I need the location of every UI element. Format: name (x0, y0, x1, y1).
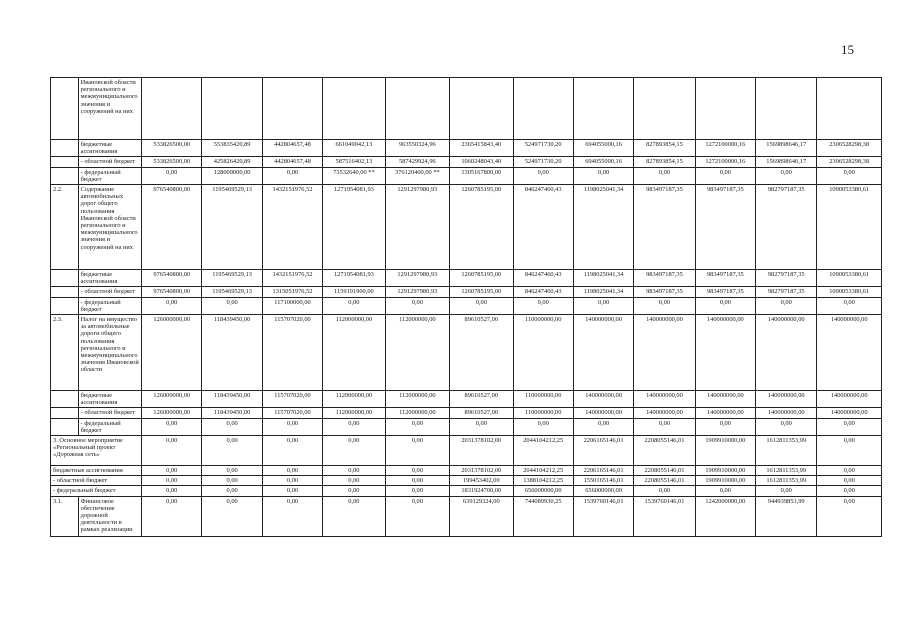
value-cell: 0,00 (695, 297, 755, 314)
value-cell: 1195469529,13 (202, 270, 262, 287)
value-cell: 0,00 (142, 167, 202, 184)
value-cell (142, 78, 202, 140)
value-cell: 115707020,00 (262, 391, 322, 408)
value-cell: 140000000,00 (817, 408, 882, 418)
value-cell: 0,00 (817, 167, 882, 184)
value-cell: 140000000,00 (573, 315, 633, 391)
value-cell: 2044104212,25 (513, 466, 573, 476)
value-cell: 1569898646,17 (756, 140, 817, 157)
row-number: 2.2. (51, 185, 79, 270)
row-label: бюджетные ассигнования (78, 391, 141, 408)
value-cell: 1291297980,93 (385, 270, 449, 287)
value-cell (262, 78, 322, 140)
value-cell: 140000000,00 (634, 315, 695, 391)
value-cell: 2365415843,40 (450, 140, 513, 157)
value-cell: 1539760146,01 (634, 496, 695, 536)
value-cell: 982797187,35 (756, 287, 817, 297)
value-cell: 1569898646,17 (756, 157, 817, 167)
value-cell: 0,00 (513, 167, 573, 184)
value-cell: 1090053380,61 (817, 270, 882, 287)
value-cell: 1550165146,01 (573, 476, 633, 486)
value-cell: 744089930,25 (513, 496, 573, 536)
value-cell: 0,00 (385, 486, 449, 496)
value-cell (323, 78, 385, 140)
value-cell: 846247460,43 (513, 270, 573, 287)
value-cell: 1195469529,13 (202, 185, 262, 270)
value-cell: 0,00 (513, 418, 573, 435)
value-cell: 0,00 (202, 418, 262, 435)
table-row (51, 466, 882, 476)
value-cell: 846247460,43 (513, 287, 573, 297)
value-cell: 442804657,48 (262, 140, 322, 157)
value-cell: 0,00 (385, 297, 449, 314)
row-label: 3. Основное мероприятие «Региональный проект «Дорожная сеть» (51, 436, 142, 466)
value-cell: 0,00 (573, 297, 633, 314)
value-cell: 0,00 (450, 418, 513, 435)
value-cell: 1090053380,61 (817, 185, 882, 270)
value-cell: 1195469529,13 (202, 287, 262, 297)
row-label: - федеральный бюджет (78, 297, 141, 314)
value-cell: 1260785195,00 (450, 270, 513, 287)
value-cell: 0,00 (695, 167, 755, 184)
budget-table (50, 77, 882, 537)
row-number: 3.1. (51, 496, 79, 536)
row-number (51, 167, 79, 184)
value-cell (573, 78, 633, 140)
value-cell: 1260785195,00 (450, 287, 513, 297)
table-row (51, 408, 882, 418)
value-cell: 827893854,15 (634, 140, 695, 157)
value-cell: 983497187,35 (634, 287, 695, 297)
value-cell: 112000000,00 (385, 391, 449, 408)
value-cell: 425826420,89 (202, 157, 262, 167)
value-cell: 1612811353,99 (756, 466, 817, 476)
value-cell: 1539760146,01 (573, 496, 633, 536)
value-cell: 0,00 (262, 496, 322, 536)
value-cell: 0,00 (450, 297, 513, 314)
value-cell: 1612811353,99 (756, 436, 817, 466)
value-cell: 1260785195,00 (450, 185, 513, 270)
table-row (51, 476, 882, 486)
row-number (51, 157, 79, 167)
table-row (51, 486, 882, 496)
value-cell: 1432151976,52 (262, 270, 322, 287)
value-cell: 0,00 (385, 436, 449, 466)
value-cell: 126000000,00 (142, 408, 202, 418)
value-cell: 983497187,35 (695, 270, 755, 287)
value-cell: 0,00 (756, 297, 817, 314)
value-cell: 0,00 (202, 436, 262, 466)
value-cell: 0,00 (513, 297, 573, 314)
value-cell: 1159191900,00 (323, 287, 385, 297)
value-cell (202, 78, 262, 140)
value-cell: 1831924700,00 (450, 486, 513, 496)
value-cell: 0,00 (817, 418, 882, 435)
value-cell: 0,00 (262, 466, 322, 476)
value-cell: 1291297980,93 (385, 287, 449, 297)
value-cell: 0,00 (817, 496, 882, 536)
row-number (51, 408, 79, 418)
value-cell: 1909910000,00 (695, 476, 755, 486)
value-cell: 0,00 (323, 476, 385, 486)
value-cell: 587516402,13 (323, 157, 385, 167)
value-cell: 1315051976,52 (262, 287, 322, 297)
value-cell: 0,00 (202, 466, 262, 476)
value-cell: 0,00 (262, 418, 322, 435)
value-cell: 115707020,00 (262, 408, 322, 418)
value-cell: 2206165146,01 (573, 436, 633, 466)
value-cell: 0,00 (634, 486, 695, 496)
table-row (51, 315, 882, 391)
row-label: бюджетные ассигнования (51, 466, 142, 476)
value-cell (695, 78, 755, 140)
value-cell: 89610527,00 (450, 408, 513, 418)
value-cell: 2208055146,01 (634, 476, 695, 486)
value-cell: 442804657,48 (262, 157, 322, 167)
value-cell: 0,00 (695, 418, 755, 435)
value-cell: 1242000000,00 (695, 496, 755, 536)
value-cell (450, 78, 513, 140)
value-cell: 976540800,00 (142, 287, 202, 297)
value-cell: 0,00 (817, 476, 882, 486)
value-cell: 827893854,15 (634, 157, 695, 167)
value-cell: 1388104212,25 (513, 476, 573, 486)
value-cell: 1909910000,00 (695, 466, 755, 476)
value-cell: 1271954081,93 (323, 185, 385, 270)
value-cell: 128009000,00 (202, 167, 262, 184)
value-cell: 110000000,00 (513, 391, 573, 408)
value-cell: 118439450,00 (202, 315, 262, 391)
value-cell: 0,00 (202, 476, 262, 486)
value-cell: 0,00 (385, 476, 449, 486)
value-cell: 1432151976,52 (262, 185, 322, 270)
row-label: - федеральный бюджет (78, 418, 141, 435)
value-cell: 0,00 (634, 167, 695, 184)
value-cell: 533826500,00 (142, 157, 202, 167)
row-number: 2.3. (51, 315, 79, 391)
value-cell: 1090053380,61 (817, 287, 882, 297)
row-number (51, 391, 79, 408)
value-cell: 0,00 (385, 496, 449, 536)
value-cell: 0,00 (756, 418, 817, 435)
value-cell: 2031378102,00 (450, 436, 513, 466)
value-cell: 0,00 (323, 486, 385, 496)
value-cell (756, 78, 817, 140)
value-cell: 1060248043,40 (450, 157, 513, 167)
value-cell: 117100000,00 (262, 297, 322, 314)
value-cell: 0,00 (262, 167, 322, 184)
value-cell: 0,00 (142, 486, 202, 496)
value-cell: 533826500,00 (142, 140, 202, 157)
row-number (51, 270, 79, 287)
row-number (51, 140, 79, 157)
value-cell: 0,00 (202, 496, 262, 536)
row-label: Финансовое обеспечение дорожной деятельности в рамках реализации (78, 496, 141, 536)
value-cell: 2208055146,01 (634, 466, 695, 476)
table-row (51, 297, 882, 314)
value-cell: 0,00 (142, 466, 202, 476)
value-cell: 982797187,35 (756, 185, 817, 270)
value-cell: 1305167800,00 (450, 167, 513, 184)
value-cell: 140000000,00 (817, 315, 882, 391)
table-row (51, 185, 882, 270)
value-cell: 140000000,00 (756, 315, 817, 391)
value-cell: 1612811353,99 (756, 476, 817, 486)
table-row (51, 436, 882, 466)
value-cell: 587429924,96 (385, 157, 449, 167)
value-cell (513, 78, 573, 140)
page-number: 15 (841, 42, 854, 57)
value-cell: 2306528298,38 (817, 140, 882, 157)
value-cell: 1198025041,34 (573, 270, 633, 287)
value-cell: 2208055146,01 (634, 436, 695, 466)
value-cell: 112000000,00 (385, 315, 449, 391)
row-label: - областной бюджет (78, 408, 141, 418)
row-number (51, 418, 79, 435)
value-cell: 0,00 (142, 297, 202, 314)
value-cell: 1198025041,34 (573, 185, 633, 270)
value-cell: 0,00 (695, 486, 755, 496)
value-cell: 0,00 (634, 418, 695, 435)
value-cell: 73532640,00 ** (323, 167, 385, 184)
table-row (51, 157, 882, 167)
value-cell: 126000000,00 (142, 315, 202, 391)
value-cell: 983497187,35 (634, 185, 695, 270)
value-cell: 0,00 (323, 418, 385, 435)
value-cell: 983497187,35 (695, 185, 755, 270)
row-label: - областной бюджет (51, 476, 142, 486)
value-cell: 656000000,00 (513, 486, 573, 496)
value-cell: 1198025041,34 (573, 287, 633, 297)
value-cell: 1909910000,00 (695, 436, 755, 466)
table-row (51, 78, 882, 140)
value-cell: 524971730,20 (513, 140, 573, 157)
row-label: бюджетные ассигнования (78, 140, 141, 157)
table-row (51, 167, 882, 184)
row-label: - областной бюджет (78, 287, 141, 297)
value-cell: 140000000,00 (634, 391, 695, 408)
value-cell: 0,00 (385, 418, 449, 435)
row-label: Налог на имущество за автомобильные дороги общего пользования регионального и межмуниципального значения Ивановской области (78, 315, 141, 391)
value-cell (634, 78, 695, 140)
value-cell: 112000000,00 (323, 315, 385, 391)
row-label: Ивановской области регионального и межмуниципального значения и сооружений на них (78, 78, 141, 140)
value-cell: 1271954081,93 (323, 270, 385, 287)
value-cell: 656000000,00 (573, 486, 633, 496)
table-row (51, 287, 882, 297)
value-cell: 0,00 (817, 486, 882, 496)
row-number (51, 78, 79, 140)
value-cell: 694055000,16 (573, 140, 633, 157)
value-cell: 140000000,00 (695, 391, 755, 408)
value-cell: 140000000,00 (817, 391, 882, 408)
row-label: Содержание автомобильных дорог общего пользования Ивановской области регионального и межмуниципального значения и сооружений на них (78, 185, 141, 270)
value-cell: 89610527,00 (450, 391, 513, 408)
row-label: - областной бюджет (78, 157, 141, 167)
value-cell: 0,00 (262, 436, 322, 466)
value-cell: 0,00 (142, 476, 202, 486)
value-cell: 0,00 (142, 436, 202, 466)
value-cell: 983497187,35 (695, 287, 755, 297)
value-cell: 1272100000,16 (695, 157, 755, 167)
value-cell: 112000000,00 (385, 408, 449, 418)
value-cell: 1291297980,93 (385, 185, 449, 270)
value-cell: 0,00 (573, 167, 633, 184)
value-cell: 140000000,00 (695, 315, 755, 391)
row-label: - федеральный бюджет (78, 167, 141, 184)
value-cell: 694055000,16 (573, 157, 633, 167)
value-cell: 0,00 (385, 466, 449, 476)
value-cell: 0,00 (142, 418, 202, 435)
value-cell: 1272100000,16 (695, 140, 755, 157)
value-cell (385, 78, 449, 140)
value-cell: 963550324,96 (385, 140, 449, 157)
value-cell: 0,00 (817, 297, 882, 314)
value-cell: 199453402,00 (450, 476, 513, 486)
table-row (51, 496, 882, 536)
value-cell: 140000000,00 (634, 408, 695, 418)
value-cell: 89610527,00 (450, 315, 513, 391)
value-cell: 944939853,99 (756, 496, 817, 536)
value-cell: 118439450,00 (202, 391, 262, 408)
value-cell: 118439450,00 (202, 408, 262, 418)
value-cell: 115707020,00 (262, 315, 322, 391)
value-cell: 0,00 (323, 297, 385, 314)
value-cell: 2306528298,38 (817, 157, 882, 167)
table-row (51, 418, 882, 435)
row-number (51, 297, 79, 314)
table-row (51, 140, 882, 157)
value-cell: 846247460,43 (513, 185, 573, 270)
value-cell: 0,00 (323, 436, 385, 466)
value-cell: 140000000,00 (756, 391, 817, 408)
value-cell: 2206165146,01 (573, 466, 633, 476)
value-cell: 0,00 (323, 496, 385, 536)
table-body (51, 78, 882, 537)
value-cell: 0,00 (756, 486, 817, 496)
value-cell: 376120400,00 ** (385, 167, 449, 184)
value-cell: 112000000,00 (323, 408, 385, 418)
value-cell: 639129324,00 (450, 496, 513, 536)
value-cell: 2044104212,25 (513, 436, 573, 466)
value-cell: 0,00 (323, 466, 385, 476)
value-cell: 0,00 (202, 486, 262, 496)
value-cell: 524971730,20 (513, 157, 573, 167)
value-cell: 110000000,00 (513, 408, 573, 418)
value-cell: 0,00 (262, 486, 322, 496)
value-cell: 0,00 (262, 476, 322, 486)
value-cell: 661049042,13 (323, 140, 385, 157)
value-cell: 976540800,00 (142, 270, 202, 287)
value-cell: 110000000,00 (513, 315, 573, 391)
value-cell: 140000000,00 (756, 408, 817, 418)
value-cell: 553835420,89 (202, 140, 262, 157)
row-number (51, 287, 79, 297)
row-label: бюджетные ассигнования (78, 270, 141, 287)
value-cell: 112000000,00 (323, 391, 385, 408)
value-cell: 982797187,35 (756, 270, 817, 287)
value-cell: 976540800,00 (142, 185, 202, 270)
value-cell: 140000000,00 (695, 408, 755, 418)
value-cell: 140000000,00 (573, 408, 633, 418)
value-cell: 126000000,00 (142, 391, 202, 408)
value-cell: 0,00 (142, 496, 202, 536)
value-cell: 2031378102,00 (450, 466, 513, 476)
table-row (51, 391, 882, 408)
value-cell: 0,00 (634, 297, 695, 314)
value-cell: 140000000,00 (573, 391, 633, 408)
row-label: - федеральный бюджет (51, 486, 142, 496)
value-cell: 0,00 (817, 466, 882, 476)
value-cell: 0,00 (202, 297, 262, 314)
value-cell: 983497187,35 (634, 270, 695, 287)
value-cell (817, 78, 882, 140)
value-cell: 0,00 (573, 418, 633, 435)
value-cell: 0,00 (817, 436, 882, 466)
table-row (51, 270, 882, 287)
value-cell: 0,00 (756, 167, 817, 184)
